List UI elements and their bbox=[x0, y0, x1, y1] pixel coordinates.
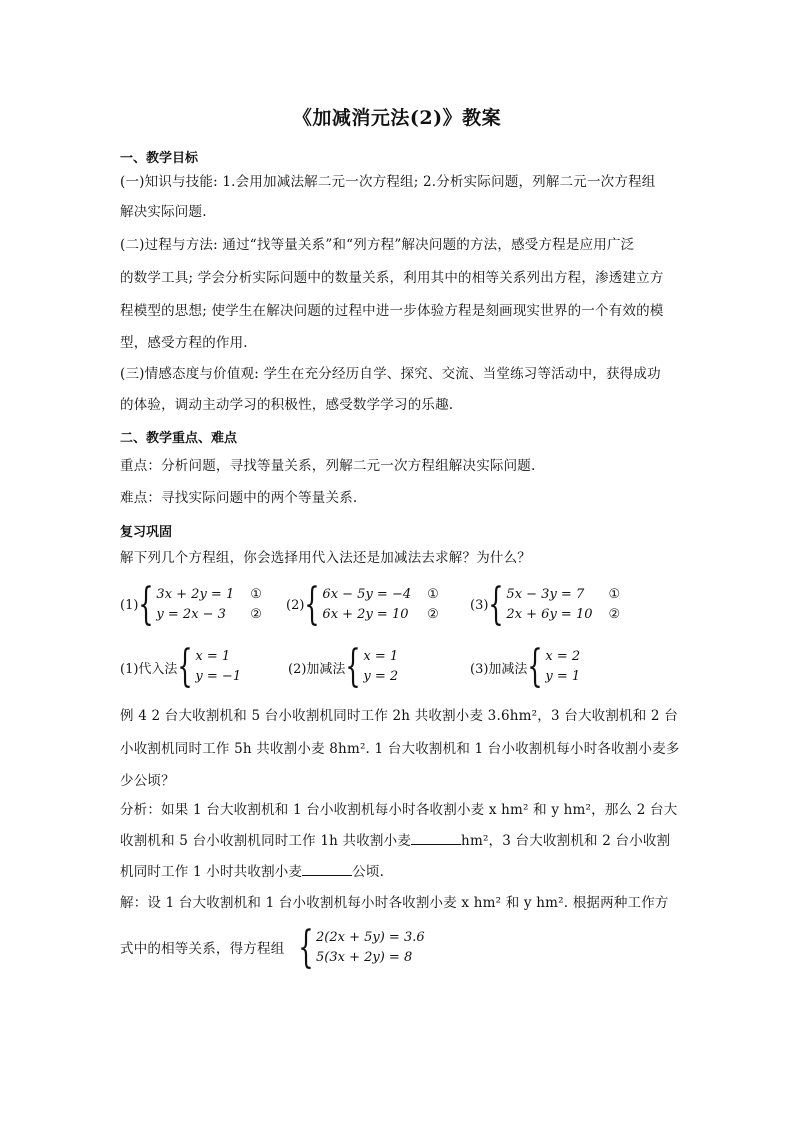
goal-2-line-2: 的数学工具; 学会分析实际问题中的数量关系，利用其中的相等关系列出方程，渗透建立方 bbox=[120, 270, 664, 286]
equation: x = 1 bbox=[195, 649, 231, 664]
answer-label: (1)代入法 bbox=[120, 661, 178, 677]
equation-system-1 bbox=[120, 579, 262, 630]
goal-2-line-1: (二)过程与方法: 通过“找等量关系”和“列方程”解决问题的方法，感受方程是应用广泛 bbox=[120, 237, 635, 253]
analysis-line-1: 分析：如果 1 台大收割机和 1 台小收割机每小时各收割小麦 x hm² 和 y hm²，那么 2 台大 bbox=[120, 802, 678, 818]
equation: y = 2 bbox=[363, 669, 399, 684]
equation-marker: ② bbox=[427, 607, 439, 622]
review-heading: 复习巩固 bbox=[120, 525, 173, 540]
equation-marker: ② bbox=[608, 607, 621, 622]
analysis-text: hm²，3 台大收割机和 2 台小收割 bbox=[461, 833, 671, 849]
goal-1-line-2: 解决实际问题. bbox=[120, 204, 207, 220]
equation: 6x + 2y = 10 bbox=[322, 607, 409, 622]
answer-3 bbox=[470, 641, 581, 692]
system-label: (1) bbox=[120, 597, 139, 613]
left-brace: { bbox=[298, 922, 314, 973]
left-brace: { bbox=[304, 579, 321, 630]
key-point-text: 重点：分析问题，寻找等量关系，列解二元一次方程组解决实际问题. bbox=[120, 458, 536, 474]
answer-blank[interactable] bbox=[302, 863, 352, 876]
example-line-1: 例 4 2 台大收割机和 5 台小收割机同时工作 2h 共收割小麦 3.6hm²，3 台大收割机和 2 台 bbox=[120, 708, 678, 724]
example-line-3: 少公顷？ bbox=[120, 773, 175, 789]
analysis-text: 公顷. bbox=[352, 864, 385, 880]
equation: 5(3x + 2y) = 8 bbox=[316, 950, 413, 965]
equation-marker: ② bbox=[250, 607, 262, 622]
equation: 6x − 5y = −4 bbox=[322, 587, 412, 602]
difficulty-text: 难点：寻找实际问题中的两个等量关系. bbox=[120, 490, 358, 506]
equation: 3x + 2y = 1 bbox=[156, 587, 235, 602]
equation: y = −1 bbox=[195, 669, 242, 684]
answer-label: (3)加减法 bbox=[470, 661, 528, 677]
system-label: (2) bbox=[286, 597, 305, 613]
review-question: 解下列几个方程组，你会选择用代入法还是加减法去求解？为什么？ bbox=[120, 550, 531, 566]
equation: 5x − 3y = 7 bbox=[506, 587, 585, 602]
goal-2-line-4: 型，感受方程的作用. bbox=[120, 335, 248, 351]
answer-blank[interactable] bbox=[411, 832, 461, 845]
example-line-2: 小收割机同时工作 5h 共收割小麦 8hm². 1 台大收割机和 1 台小收割机每小时各收割小麦多 bbox=[120, 741, 680, 757]
section-heading-key-points: 二、教学重点、难点 bbox=[120, 431, 238, 446]
left-brace: { bbox=[527, 641, 544, 692]
left-brace: { bbox=[345, 641, 362, 692]
section-heading-goals: 一、教学目标 bbox=[120, 151, 199, 166]
analysis-line-3 bbox=[120, 857, 675, 887]
equation-marker: ① bbox=[608, 587, 621, 602]
left-brace: { bbox=[177, 641, 194, 692]
answer-label: (2)加减法 bbox=[288, 661, 346, 677]
goal-2-line-3: 程模型的思想; 使学生在解决问题的过程中进一步体验方程是刻画现实世界的一个有效的模 bbox=[120, 303, 664, 319]
equation: y = 2x − 3 bbox=[156, 607, 226, 622]
equation-marker: ① bbox=[427, 587, 439, 602]
goal-3-line-2: 的体验，调动主动学习的积极性，感受数学学习的乐趣. bbox=[120, 397, 454, 413]
analysis-line-2 bbox=[120, 826, 675, 856]
equation-marker: ① bbox=[250, 587, 262, 602]
equation: y = 1 bbox=[545, 669, 581, 684]
equation: x = 1 bbox=[363, 649, 399, 664]
solution-line-1: 解：设 1 台大收割机和 1 台小收割机每小时各收割小麦 x hm² 和 y hm². 根据两种工作方 bbox=[120, 895, 669, 911]
analysis-text: 机同时工作 1 小时共收割小麦 bbox=[120, 864, 303, 880]
analysis-text: 收割机和 5 台小收割机同时工作 1h 共收割小麦 bbox=[120, 833, 412, 849]
left-brace: { bbox=[138, 579, 155, 630]
equation: 2x + 6y = 10 bbox=[506, 607, 593, 622]
page-title: 《加减消元法(2)》教案 bbox=[292, 107, 502, 129]
goal-3-line-1: (三)情感态度与价值观: 学生在充分经历自学、探究、交流、当堂练习等活动中，获得成功 bbox=[120, 366, 661, 382]
goal-1-line-1: (一)知识与技能: 1.会用加减法解二元一次方程组; 2.分析实际问题，列解二元一次方程组 bbox=[120, 174, 656, 190]
answer-1 bbox=[120, 641, 242, 692]
equation-system-3 bbox=[470, 579, 621, 630]
equation: x = 2 bbox=[545, 649, 581, 664]
system-label: (3) bbox=[470, 597, 489, 613]
equation: 2(2x + 5y) = 3.6 bbox=[316, 930, 425, 945]
solution-line-2: 式中的相等关系，得方程组 bbox=[120, 941, 285, 957]
left-brace: { bbox=[488, 579, 505, 630]
final-equation-system bbox=[298, 922, 425, 973]
answer-2 bbox=[288, 641, 399, 692]
equation-system-2 bbox=[286, 579, 439, 630]
